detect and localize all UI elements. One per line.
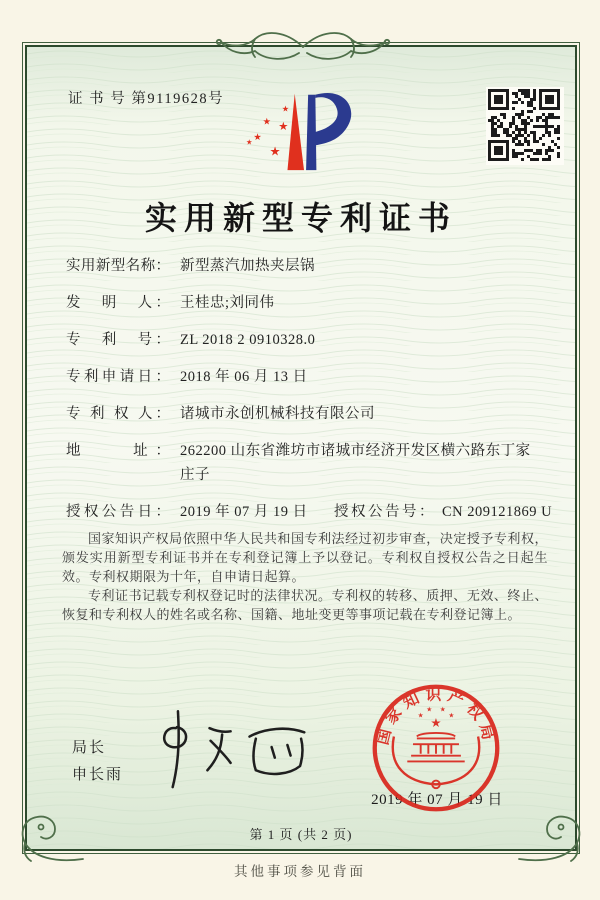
field-value: 262200 山东省潍坊市诸城市经济开发区横六路东丁家庄子 — [180, 443, 531, 483]
svg-text:★: ★ — [448, 711, 455, 720]
back-note: 其他事项参见背面 — [234, 864, 366, 879]
field-value: 诸城市永创机械科技有限公司 — [180, 406, 375, 422]
field-label: 专 利 号： — [66, 332, 170, 348]
svg-text:★: ★ — [430, 714, 442, 730]
top-border-ornament-icon — [181, 25, 425, 67]
svg-text:★: ★ — [281, 103, 290, 114]
field-label: 专 利 权 人： — [66, 406, 170, 422]
field-row-grant — [66, 500, 553, 524]
grant-number-value: CN 209121869 U — [442, 504, 553, 520]
svg-text:★: ★ — [269, 144, 281, 159]
svg-text:★: ★ — [417, 711, 424, 720]
certificate-content — [27, 47, 575, 849]
signature-block — [72, 735, 123, 789]
field-label: 发 明 人： — [66, 295, 170, 311]
field-row-name — [66, 254, 536, 278]
field-row-inventors — [66, 291, 536, 315]
seal-date: 2019 年 07 月 19 日 — [371, 792, 503, 808]
svg-text:★: ★ — [278, 118, 289, 133]
field-value: 新型蒸汽加热夹层锅 — [180, 258, 315, 274]
field-row-patent-no — [66, 328, 536, 352]
qr-code-icon — [488, 89, 560, 161]
svg-text:★: ★ — [439, 705, 446, 714]
bottom-left-corner-ornament-icon — [15, 807, 89, 865]
seal-emblem-gate — [407, 733, 464, 761]
field-label: 专利申请日： — [66, 369, 170, 385]
commissioner-name: 申长雨 — [72, 767, 124, 783]
certificate-frame-inner — [25, 45, 577, 851]
commissioner-title: 局长 — [72, 740, 107, 756]
fields — [66, 254, 553, 537]
logo-blue-bar — [306, 95, 316, 170]
official-seal-icon — [369, 681, 503, 815]
svg-text:★: ★ — [246, 137, 253, 147]
qr-code — [486, 87, 564, 165]
field-label: 授权公告日： — [66, 504, 170, 520]
logo-red-wedge — [287, 94, 304, 170]
handwritten-signature-icon — [139, 705, 339, 805]
certificate-title: 实用新型专利证书 — [144, 200, 457, 236]
field-row-filing-date — [66, 365, 536, 389]
svg-text:★: ★ — [426, 705, 433, 714]
legal-text — [62, 529, 548, 624]
field-label: 实用新型名称： — [66, 258, 170, 274]
field-row-address — [66, 439, 536, 487]
legal-paragraph-2: 专利证书记载专利权登记时的法律状况。专利权的转移、质押、无效、终止、恢复和专利权人的姓名或名称、国籍、地址变更等事项记载在专利登记簿上。 — [62, 588, 548, 622]
certificate-number: 证 书 号 第9119628号 — [68, 91, 225, 107]
field-row-patentee — [66, 402, 536, 426]
page-number: 第 1 页 (共 2 页) — [249, 827, 353, 842]
field-value: 王桂忠;刘同伟 — [180, 295, 275, 311]
field-label: 地 址： — [66, 443, 170, 459]
legal-paragraph-1: 国家知识产权局依照中华人民共和国专利法经过初步审查，决定授予专利权，颁发实用新型专利证书并在专利登记簿上予以登记。专利权自授权公告之日起生效。专利权期限为十年，自申请日起算。 — [62, 531, 548, 584]
field-value: ZL 2018 2 0910328.0 — [180, 332, 316, 348]
seal-text: 国家知识产权局 — [374, 686, 498, 747]
field-value: 2018 年 06 月 13 日 — [180, 369, 308, 385]
field-value: 2019 年 07 月 19 日 — [180, 504, 308, 520]
grant-number-label: 授权公告号： — [334, 504, 436, 520]
logo-blue-bowl — [315, 93, 351, 145]
svg-text:★: ★ — [253, 132, 262, 144]
svg-text:★: ★ — [262, 116, 272, 128]
seal-emblem-stars — [418, 706, 455, 730]
bottom-right-corner-ornament-icon — [513, 807, 587, 865]
cnipa-patent-logo-icon — [240, 81, 368, 185]
certificate-frame — [22, 42, 580, 854]
